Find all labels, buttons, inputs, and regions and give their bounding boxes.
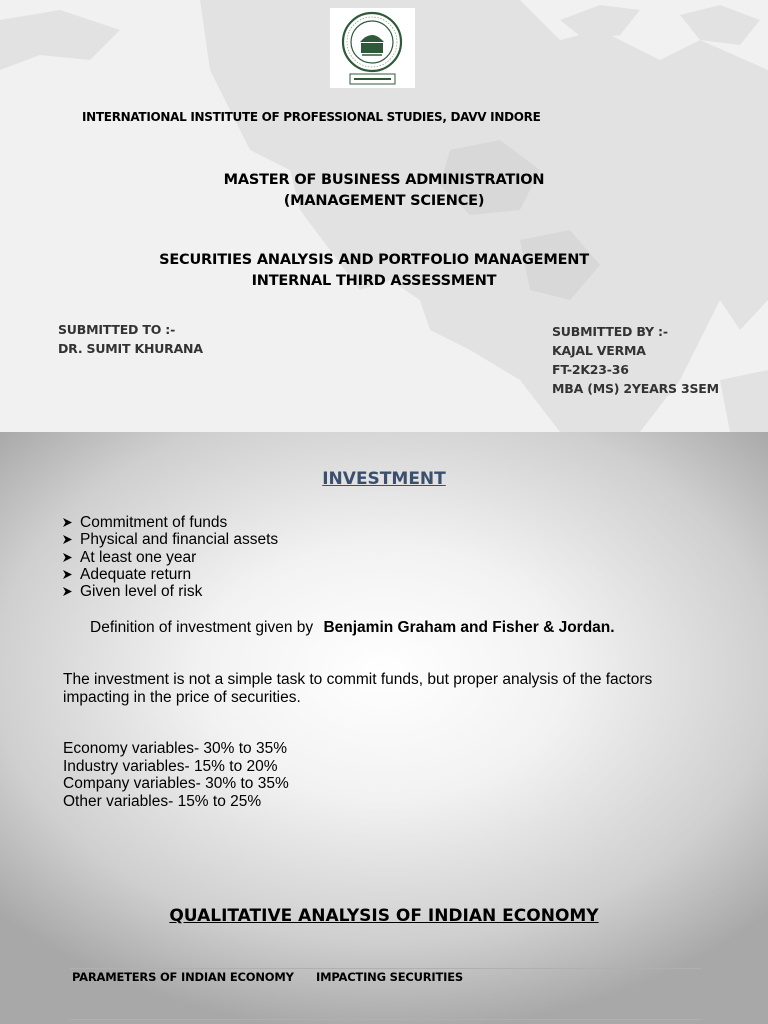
arrow-bullet-icon xyxy=(62,517,73,528)
table-header-impacting: IMPACTING SECURITIES xyxy=(316,970,463,984)
arrow-bullet-icon xyxy=(62,534,73,545)
definition-authors: Benjamin Graham and Fisher & Jordan. xyxy=(323,619,615,636)
arrow-bullet-icon xyxy=(62,552,73,563)
qualitative-analysis-heading-text: QUALITATIVE ANALYSIS OF INDIAN ECONOMY xyxy=(169,906,599,926)
variable-item: Economy variables- 30% to 35% xyxy=(63,740,288,757)
variable-item: Company variables- 30% to 35% xyxy=(63,775,289,792)
title-slide xyxy=(0,0,768,432)
bullet-text: Adequate return xyxy=(80,565,192,583)
investment-heading-text: INVESTMENT xyxy=(322,469,446,489)
variables-list xyxy=(63,740,289,810)
bullet-text: Commitment of funds xyxy=(80,514,228,531)
degree-line-2: (MANAGEMENT SCIENCE) xyxy=(283,193,485,209)
submitted-by-label: SUBMITTED BY :- xyxy=(552,324,668,339)
arrow-bullet-icon xyxy=(62,569,73,580)
definition-line xyxy=(90,619,615,637)
variable-item: Other variables- 15% to 25% xyxy=(63,792,262,810)
degree-line-1: MASTER OF BUSINESS ADMINISTRATION xyxy=(223,172,545,188)
degree-title xyxy=(0,170,768,212)
submitted-to-name: DR. SUMIT KHURANA xyxy=(58,341,203,356)
submitted-by-block xyxy=(552,322,719,398)
arrow-bullet-icon xyxy=(62,586,73,597)
table-top-divider xyxy=(70,968,702,969)
list-item xyxy=(62,549,278,566)
list-item xyxy=(62,514,278,531)
table-header-parameters: PARAMETERS OF INDIAN ECONOMY xyxy=(72,970,294,984)
investment-bullet-list xyxy=(62,514,278,600)
submitted-by-id: FT-2K23-36 xyxy=(552,362,629,377)
qualitative-analysis-heading xyxy=(0,906,768,926)
institute-name: INTERNATIONAL INSTITUTE OF PROFESSIONAL STUDIES, DAVV INDORE xyxy=(82,110,541,124)
bullet-text: Physical and financial assets xyxy=(80,531,279,549)
list-item xyxy=(62,583,278,600)
bullet-text: At least one year xyxy=(80,548,197,566)
investment-slide xyxy=(0,432,768,1024)
table-header-divider xyxy=(70,1019,702,1020)
investment-paragraph: The investment is not a simple task to commit funds, but proper analysis of the factors impacting in the price of securities. xyxy=(63,671,653,706)
subject-title xyxy=(0,250,758,292)
submitted-to-block xyxy=(58,320,203,358)
bullet-text: Given level of risk xyxy=(80,583,203,601)
definition-prefix: Definition of investment given by xyxy=(90,619,318,636)
submitted-to-label: SUBMITTED TO :- xyxy=(58,322,176,337)
institute-logo xyxy=(330,8,415,88)
subject-line-2: INTERNAL THIRD ASSESSMENT xyxy=(251,273,497,289)
submitted-by-program: MBA (MS) 2YEARS 3SEM xyxy=(552,381,719,396)
list-item xyxy=(62,531,278,548)
variable-item: Industry variables- 15% to 20% xyxy=(63,757,278,775)
list-item xyxy=(62,566,278,583)
investment-heading xyxy=(0,469,768,489)
submitted-by-name: KAJAL VERMA xyxy=(552,343,646,358)
subject-line-1: SECURITIES ANALYSIS AND PORTFOLIO MANAGEMENT xyxy=(159,252,589,268)
